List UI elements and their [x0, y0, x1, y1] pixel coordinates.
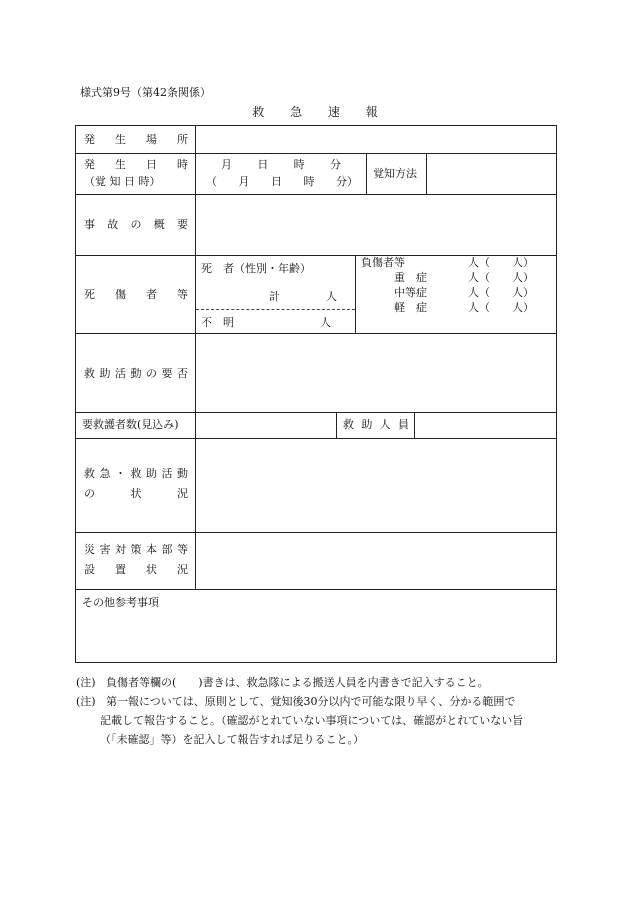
dashed-divider	[196, 309, 355, 310]
rescue-count-field[interactable]	[196, 413, 336, 438]
datetime-label: 発 生 日 時	[84, 158, 188, 171]
rescue-staff-label: 救 助 人 員	[343, 418, 409, 431]
accident-summary-field[interactable]	[196, 195, 556, 255]
rescue-need-field[interactable]	[196, 334, 556, 412]
row-divider	[76, 589, 556, 590]
severe-count: 人（ 人）	[468, 271, 534, 284]
column-divider	[336, 412, 337, 438]
emergency-status-field[interactable]	[196, 439, 556, 532]
hq-status-label-2: 設 置 状 況	[84, 563, 188, 576]
injured-count: 人（ 人）	[468, 256, 534, 269]
footnote-continuation: 記載して報告すること。（確認がとれていない事項については、確認がとれていない旨	[100, 714, 524, 727]
notice-datetime-field[interactable]: （ 月 日 時 分）	[206, 175, 358, 188]
notice-method-field[interactable]	[427, 154, 556, 194]
casualties-label: 死 傷 者 等	[84, 288, 188, 301]
rescue-count-label: 要救護者数(見込み)	[82, 418, 179, 431]
hq-status-field[interactable]	[196, 533, 556, 589]
report-form-table	[75, 125, 557, 663]
other-notes-label: その他参考事項	[82, 596, 159, 609]
footnote: (注) 負傷者等欄の( )書きは、救急隊による搬送人員を内書きで記入すること。	[76, 676, 489, 689]
moderate-label: 中等症	[394, 286, 427, 299]
footnote-continuation: （「未確認」等）を記入して報告すれば足りること。）	[100, 733, 364, 746]
column-divider	[355, 255, 356, 333]
emergency-status-label-2: の 状 況	[84, 487, 188, 500]
moderate-count: 人（ 人）	[468, 286, 534, 299]
missing-label: 不 明	[201, 316, 234, 329]
rescue-staff-field[interactable]	[415, 413, 556, 438]
footnotes	[76, 673, 566, 749]
minor-label: 軽 症	[394, 301, 427, 314]
location-label: 発 生 場 所	[84, 133, 188, 146]
dead-label: 死 者（性別・年齢）	[201, 262, 311, 275]
missing-unit: 人	[320, 316, 331, 329]
form-title: 救 急 速 報	[252, 105, 389, 119]
accident-summary-label: 事 故 の 概 要	[84, 218, 188, 231]
column-divider	[366, 153, 367, 194]
other-notes-field[interactable]	[76, 616, 556, 662]
hq-status-label: 災 害 対 策 本 部 等	[84, 543, 188, 556]
rescue-need-label: 救 助 活 動 の 要 否	[84, 367, 188, 380]
total-label: 計	[269, 290, 280, 303]
footnote: (注) 第一報については、原則として、覚知後30分以内で可能な限り早く、分かる範囲で	[76, 695, 516, 708]
minor-count: 人（ 人）	[468, 301, 534, 314]
injured-label: 負傷者等	[361, 256, 405, 269]
occurrence-datetime-field[interactable]: 月 日 時 分	[221, 158, 341, 171]
emergency-status-label: 救 急 ・ 救 助 活 動	[84, 467, 188, 480]
notice-datetime-label: （覚 知 日 時）	[84, 175, 161, 188]
severe-label: 重 症	[394, 271, 427, 284]
total-unit: 人	[326, 290, 337, 303]
notice-method-label: 覚知方法	[373, 167, 417, 180]
form-code: 様式第9号（第42条関係）	[80, 86, 211, 99]
